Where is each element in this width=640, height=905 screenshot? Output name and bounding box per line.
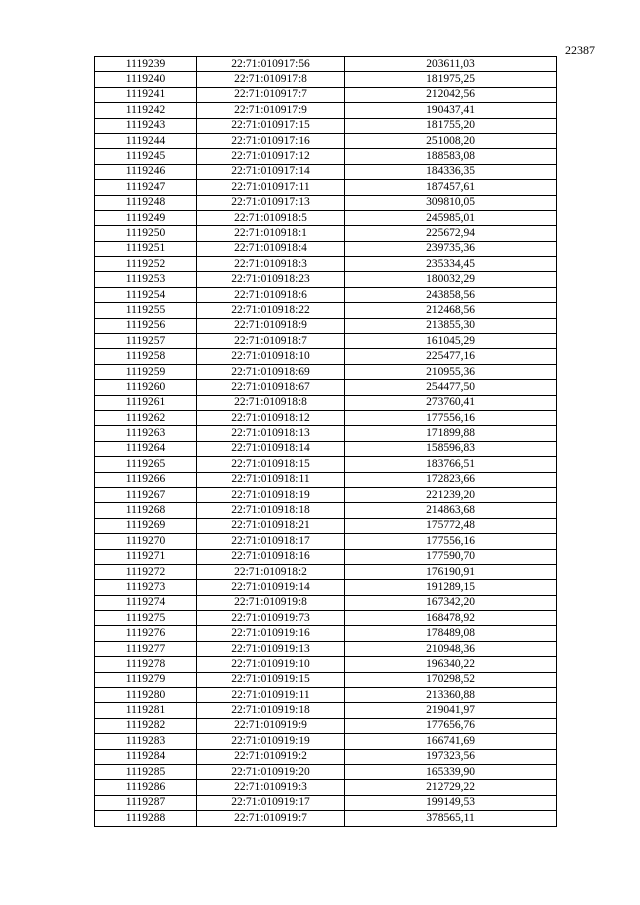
table-row xyxy=(95,380,557,395)
cadastral-number-cell: 22:71:010917:56 xyxy=(197,57,345,72)
value-cell: 172823,66 xyxy=(345,472,557,487)
row-id-cell: 1119265 xyxy=(95,457,197,472)
row-id-cell: 1119267 xyxy=(95,487,197,502)
cadastral-number-cell: 22:71:010918:23 xyxy=(197,272,345,287)
table-row xyxy=(95,549,557,564)
table-row xyxy=(95,564,557,579)
row-id-cell: 1119254 xyxy=(95,287,197,302)
value-cell: 212042,56 xyxy=(345,87,557,102)
value-cell: 309810,05 xyxy=(345,195,557,210)
row-id-cell: 1119256 xyxy=(95,318,197,333)
cadastral-number-cell: 22:71:010918:5 xyxy=(197,210,345,225)
table-row xyxy=(95,672,557,687)
cadastral-number-cell: 22:71:010918:4 xyxy=(197,241,345,256)
value-cell: 181975,25 xyxy=(345,72,557,87)
value-cell: 190437,41 xyxy=(345,103,557,118)
table-row xyxy=(95,534,557,549)
row-id-cell: 1119249 xyxy=(95,210,197,225)
value-cell: 184336,35 xyxy=(345,164,557,179)
cadastral-number-cell: 22:71:010919:3 xyxy=(197,780,345,795)
value-cell: 210948,36 xyxy=(345,641,557,656)
cadastral-number-cell: 22:71:010917:12 xyxy=(197,149,345,164)
table-row xyxy=(95,287,557,302)
value-cell: 170298,52 xyxy=(345,672,557,687)
registry-table-body xyxy=(95,57,557,827)
row-id-cell: 1119285 xyxy=(95,764,197,779)
cadastral-number-cell: 22:71:010918:18 xyxy=(197,503,345,518)
cadastral-number-cell: 22:71:010918:16 xyxy=(197,549,345,564)
cadastral-number-cell: 22:71:010918:8 xyxy=(197,395,345,410)
table-row xyxy=(95,580,557,595)
row-id-cell: 1119260 xyxy=(95,380,197,395)
table-row xyxy=(95,103,557,118)
row-id-cell: 1119268 xyxy=(95,503,197,518)
row-id-cell: 1119240 xyxy=(95,72,197,87)
cadastral-number-cell: 22:71:010917:13 xyxy=(197,195,345,210)
value-cell: 175772,48 xyxy=(345,518,557,533)
value-cell: 180032,29 xyxy=(345,272,557,287)
cadastral-number-cell: 22:71:010919:8 xyxy=(197,595,345,610)
row-id-cell: 1119244 xyxy=(95,133,197,148)
value-cell: 210955,36 xyxy=(345,364,557,379)
row-id-cell: 1119243 xyxy=(95,118,197,133)
cadastral-number-cell: 22:71:010919:7 xyxy=(197,811,345,826)
row-id-cell: 1119270 xyxy=(95,534,197,549)
value-cell: 171899,88 xyxy=(345,426,557,441)
table-row xyxy=(95,364,557,379)
value-cell: 225477,16 xyxy=(345,349,557,364)
value-cell: 188583,08 xyxy=(345,149,557,164)
row-id-cell: 1119252 xyxy=(95,257,197,272)
row-id-cell: 1119264 xyxy=(95,441,197,456)
table-row xyxy=(95,503,557,518)
cadastral-number-cell: 22:71:010919:14 xyxy=(197,580,345,595)
cadastral-number-cell: 22:71:010918:6 xyxy=(197,287,345,302)
table-row xyxy=(95,718,557,733)
cadastral-number-cell: 22:71:010918:19 xyxy=(197,487,345,502)
table-row xyxy=(95,472,557,487)
row-id-cell: 1119251 xyxy=(95,241,197,256)
cadastral-number-cell: 22:71:010918:13 xyxy=(197,426,345,441)
table-row xyxy=(95,749,557,764)
value-cell: 187457,61 xyxy=(345,180,557,195)
table-row xyxy=(95,795,557,810)
row-id-cell: 1119262 xyxy=(95,410,197,425)
table-row xyxy=(95,303,557,318)
table-row xyxy=(95,72,557,87)
value-cell: 177556,16 xyxy=(345,534,557,549)
table-row xyxy=(95,210,557,225)
table-row xyxy=(95,426,557,441)
row-id-cell: 1119263 xyxy=(95,426,197,441)
cadastral-number-cell: 22:71:010918:69 xyxy=(197,364,345,379)
value-cell: 197323,56 xyxy=(345,749,557,764)
value-cell: 181755,20 xyxy=(345,118,557,133)
value-cell: 158596,83 xyxy=(345,441,557,456)
cadastral-number-cell: 22:71:010918:10 xyxy=(197,349,345,364)
value-cell: 251008,20 xyxy=(345,133,557,148)
row-id-cell: 1119241 xyxy=(95,87,197,102)
value-cell: 183766,51 xyxy=(345,457,557,472)
registry-table xyxy=(94,56,557,827)
table-row xyxy=(95,410,557,425)
value-cell: 165339,90 xyxy=(345,764,557,779)
cadastral-number-cell: 22:71:010918:67 xyxy=(197,380,345,395)
table-row xyxy=(95,164,557,179)
row-id-cell: 1119281 xyxy=(95,703,197,718)
table-row xyxy=(95,764,557,779)
value-cell: 243858,56 xyxy=(345,287,557,302)
cadastral-number-cell: 22:71:010917:11 xyxy=(197,180,345,195)
table-row xyxy=(95,688,557,703)
table-row xyxy=(95,87,557,102)
table-row xyxy=(95,734,557,749)
row-id-cell: 1119248 xyxy=(95,195,197,210)
value-cell: 254477,50 xyxy=(345,380,557,395)
row-id-cell: 1119275 xyxy=(95,611,197,626)
row-id-cell: 1119246 xyxy=(95,164,197,179)
cadastral-number-cell: 22:71:010919:2 xyxy=(197,749,345,764)
cadastral-number-cell: 22:71:010917:7 xyxy=(197,87,345,102)
cadastral-number-cell: 22:71:010919:18 xyxy=(197,703,345,718)
cadastral-number-cell: 22:71:010918:12 xyxy=(197,410,345,425)
table-row xyxy=(95,257,557,272)
cadastral-number-cell: 22:71:010918:7 xyxy=(197,334,345,349)
table-row xyxy=(95,595,557,610)
row-id-cell: 1119255 xyxy=(95,303,197,318)
row-id-cell: 1119280 xyxy=(95,688,197,703)
row-id-cell: 1119283 xyxy=(95,734,197,749)
value-cell: 177656,76 xyxy=(345,718,557,733)
table-row xyxy=(95,518,557,533)
row-id-cell: 1119277 xyxy=(95,641,197,656)
cadastral-number-cell: 22:71:010918:2 xyxy=(197,564,345,579)
value-cell: 245985,01 xyxy=(345,210,557,225)
table-row xyxy=(95,641,557,656)
row-id-cell: 1119239 xyxy=(95,57,197,72)
cadastral-number-cell: 22:71:010919:9 xyxy=(197,718,345,733)
table-row xyxy=(95,180,557,195)
row-id-cell: 1119258 xyxy=(95,349,197,364)
row-id-cell: 1119259 xyxy=(95,364,197,379)
table-row xyxy=(95,318,557,333)
value-cell: 177556,16 xyxy=(345,410,557,425)
cadastral-number-cell: 22:71:010919:15 xyxy=(197,672,345,687)
row-id-cell: 1119286 xyxy=(95,780,197,795)
cadastral-number-cell: 22:71:010918:9 xyxy=(197,318,345,333)
cadastral-number-cell: 22:71:010919:19 xyxy=(197,734,345,749)
table-row xyxy=(95,780,557,795)
value-cell: 273760,41 xyxy=(345,395,557,410)
table-row xyxy=(95,241,557,256)
cadastral-number-cell: 22:71:010918:1 xyxy=(197,226,345,241)
cadastral-number-cell: 22:71:010919:17 xyxy=(197,795,345,810)
row-id-cell: 1119284 xyxy=(95,749,197,764)
value-cell: 378565,11 xyxy=(345,811,557,826)
row-id-cell: 1119245 xyxy=(95,149,197,164)
value-cell: 178489,08 xyxy=(345,626,557,641)
row-id-cell: 1119247 xyxy=(95,180,197,195)
value-cell: 219041,97 xyxy=(345,703,557,718)
value-cell: 176190,91 xyxy=(345,564,557,579)
row-id-cell: 1119273 xyxy=(95,580,197,595)
row-id-cell: 1119269 xyxy=(95,518,197,533)
table-row xyxy=(95,149,557,164)
cadastral-number-cell: 22:71:010919:11 xyxy=(197,688,345,703)
value-cell: 225672,94 xyxy=(345,226,557,241)
cadastral-number-cell: 22:71:010918:22 xyxy=(197,303,345,318)
table-row xyxy=(95,349,557,364)
cadastral-number-cell: 22:71:010918:11 xyxy=(197,472,345,487)
row-id-cell: 1119250 xyxy=(95,226,197,241)
cadastral-number-cell: 22:71:010918:17 xyxy=(197,534,345,549)
table-row xyxy=(95,395,557,410)
row-id-cell: 1119257 xyxy=(95,334,197,349)
value-cell: 212729,22 xyxy=(345,780,557,795)
cadastral-number-cell: 22:71:010917:9 xyxy=(197,103,345,118)
cadastral-number-cell: 22:71:010919:10 xyxy=(197,657,345,672)
cadastral-number-cell: 22:71:010919:20 xyxy=(197,764,345,779)
value-cell: 199149,53 xyxy=(345,795,557,810)
table-row xyxy=(95,57,557,72)
row-id-cell: 1119274 xyxy=(95,595,197,610)
value-cell: 212468,56 xyxy=(345,303,557,318)
table-row xyxy=(95,611,557,626)
value-cell: 177590,70 xyxy=(345,549,557,564)
table-row xyxy=(95,133,557,148)
cadastral-number-cell: 22:71:010918:3 xyxy=(197,257,345,272)
table-row xyxy=(95,626,557,641)
value-cell: 239735,36 xyxy=(345,241,557,256)
row-id-cell: 1119288 xyxy=(95,811,197,826)
row-id-cell: 1119279 xyxy=(95,672,197,687)
value-cell: 167342,20 xyxy=(345,595,557,610)
table-row xyxy=(95,226,557,241)
value-cell: 214863,68 xyxy=(345,503,557,518)
table-row xyxy=(95,811,557,826)
cadastral-number-cell: 22:71:010919:73 xyxy=(197,611,345,626)
cadastral-number-cell: 22:71:010918:21 xyxy=(197,518,345,533)
table-row xyxy=(95,703,557,718)
row-id-cell: 1119278 xyxy=(95,657,197,672)
value-cell: 221239,20 xyxy=(345,487,557,502)
cadastral-number-cell: 22:71:010917:16 xyxy=(197,133,345,148)
table-row xyxy=(95,657,557,672)
table-row xyxy=(95,272,557,287)
row-id-cell: 1119266 xyxy=(95,472,197,487)
cadastral-number-cell: 22:71:010918:15 xyxy=(197,457,345,472)
row-id-cell: 1119271 xyxy=(95,549,197,564)
table-row xyxy=(95,195,557,210)
value-cell: 213855,30 xyxy=(345,318,557,333)
cadastral-number-cell: 22:71:010918:14 xyxy=(197,441,345,456)
value-cell: 203611,03 xyxy=(345,57,557,72)
value-cell: 235334,45 xyxy=(345,257,557,272)
row-id-cell: 1119272 xyxy=(95,564,197,579)
table-row xyxy=(95,118,557,133)
page-number: 22387 xyxy=(565,43,595,57)
row-id-cell: 1119282 xyxy=(95,718,197,733)
row-id-cell: 1119242 xyxy=(95,103,197,118)
table-row xyxy=(95,334,557,349)
value-cell: 196340,22 xyxy=(345,657,557,672)
cadastral-number-cell: 22:71:010919:13 xyxy=(197,641,345,656)
cadastral-number-cell: 22:71:010919:16 xyxy=(197,626,345,641)
value-cell: 168478,92 xyxy=(345,611,557,626)
row-id-cell: 1119287 xyxy=(95,795,197,810)
row-id-cell: 1119253 xyxy=(95,272,197,287)
row-id-cell: 1119261 xyxy=(95,395,197,410)
table-row xyxy=(95,441,557,456)
value-cell: 161045,29 xyxy=(345,334,557,349)
value-cell: 213360,88 xyxy=(345,688,557,703)
cadastral-number-cell: 22:71:010917:14 xyxy=(197,164,345,179)
table-row xyxy=(95,457,557,472)
cadastral-number-cell: 22:71:010917:15 xyxy=(197,118,345,133)
table-row xyxy=(95,487,557,502)
value-cell: 191289,15 xyxy=(345,580,557,595)
value-cell: 166741,69 xyxy=(345,734,557,749)
row-id-cell: 1119276 xyxy=(95,626,197,641)
cadastral-number-cell: 22:71:010917:8 xyxy=(197,72,345,87)
